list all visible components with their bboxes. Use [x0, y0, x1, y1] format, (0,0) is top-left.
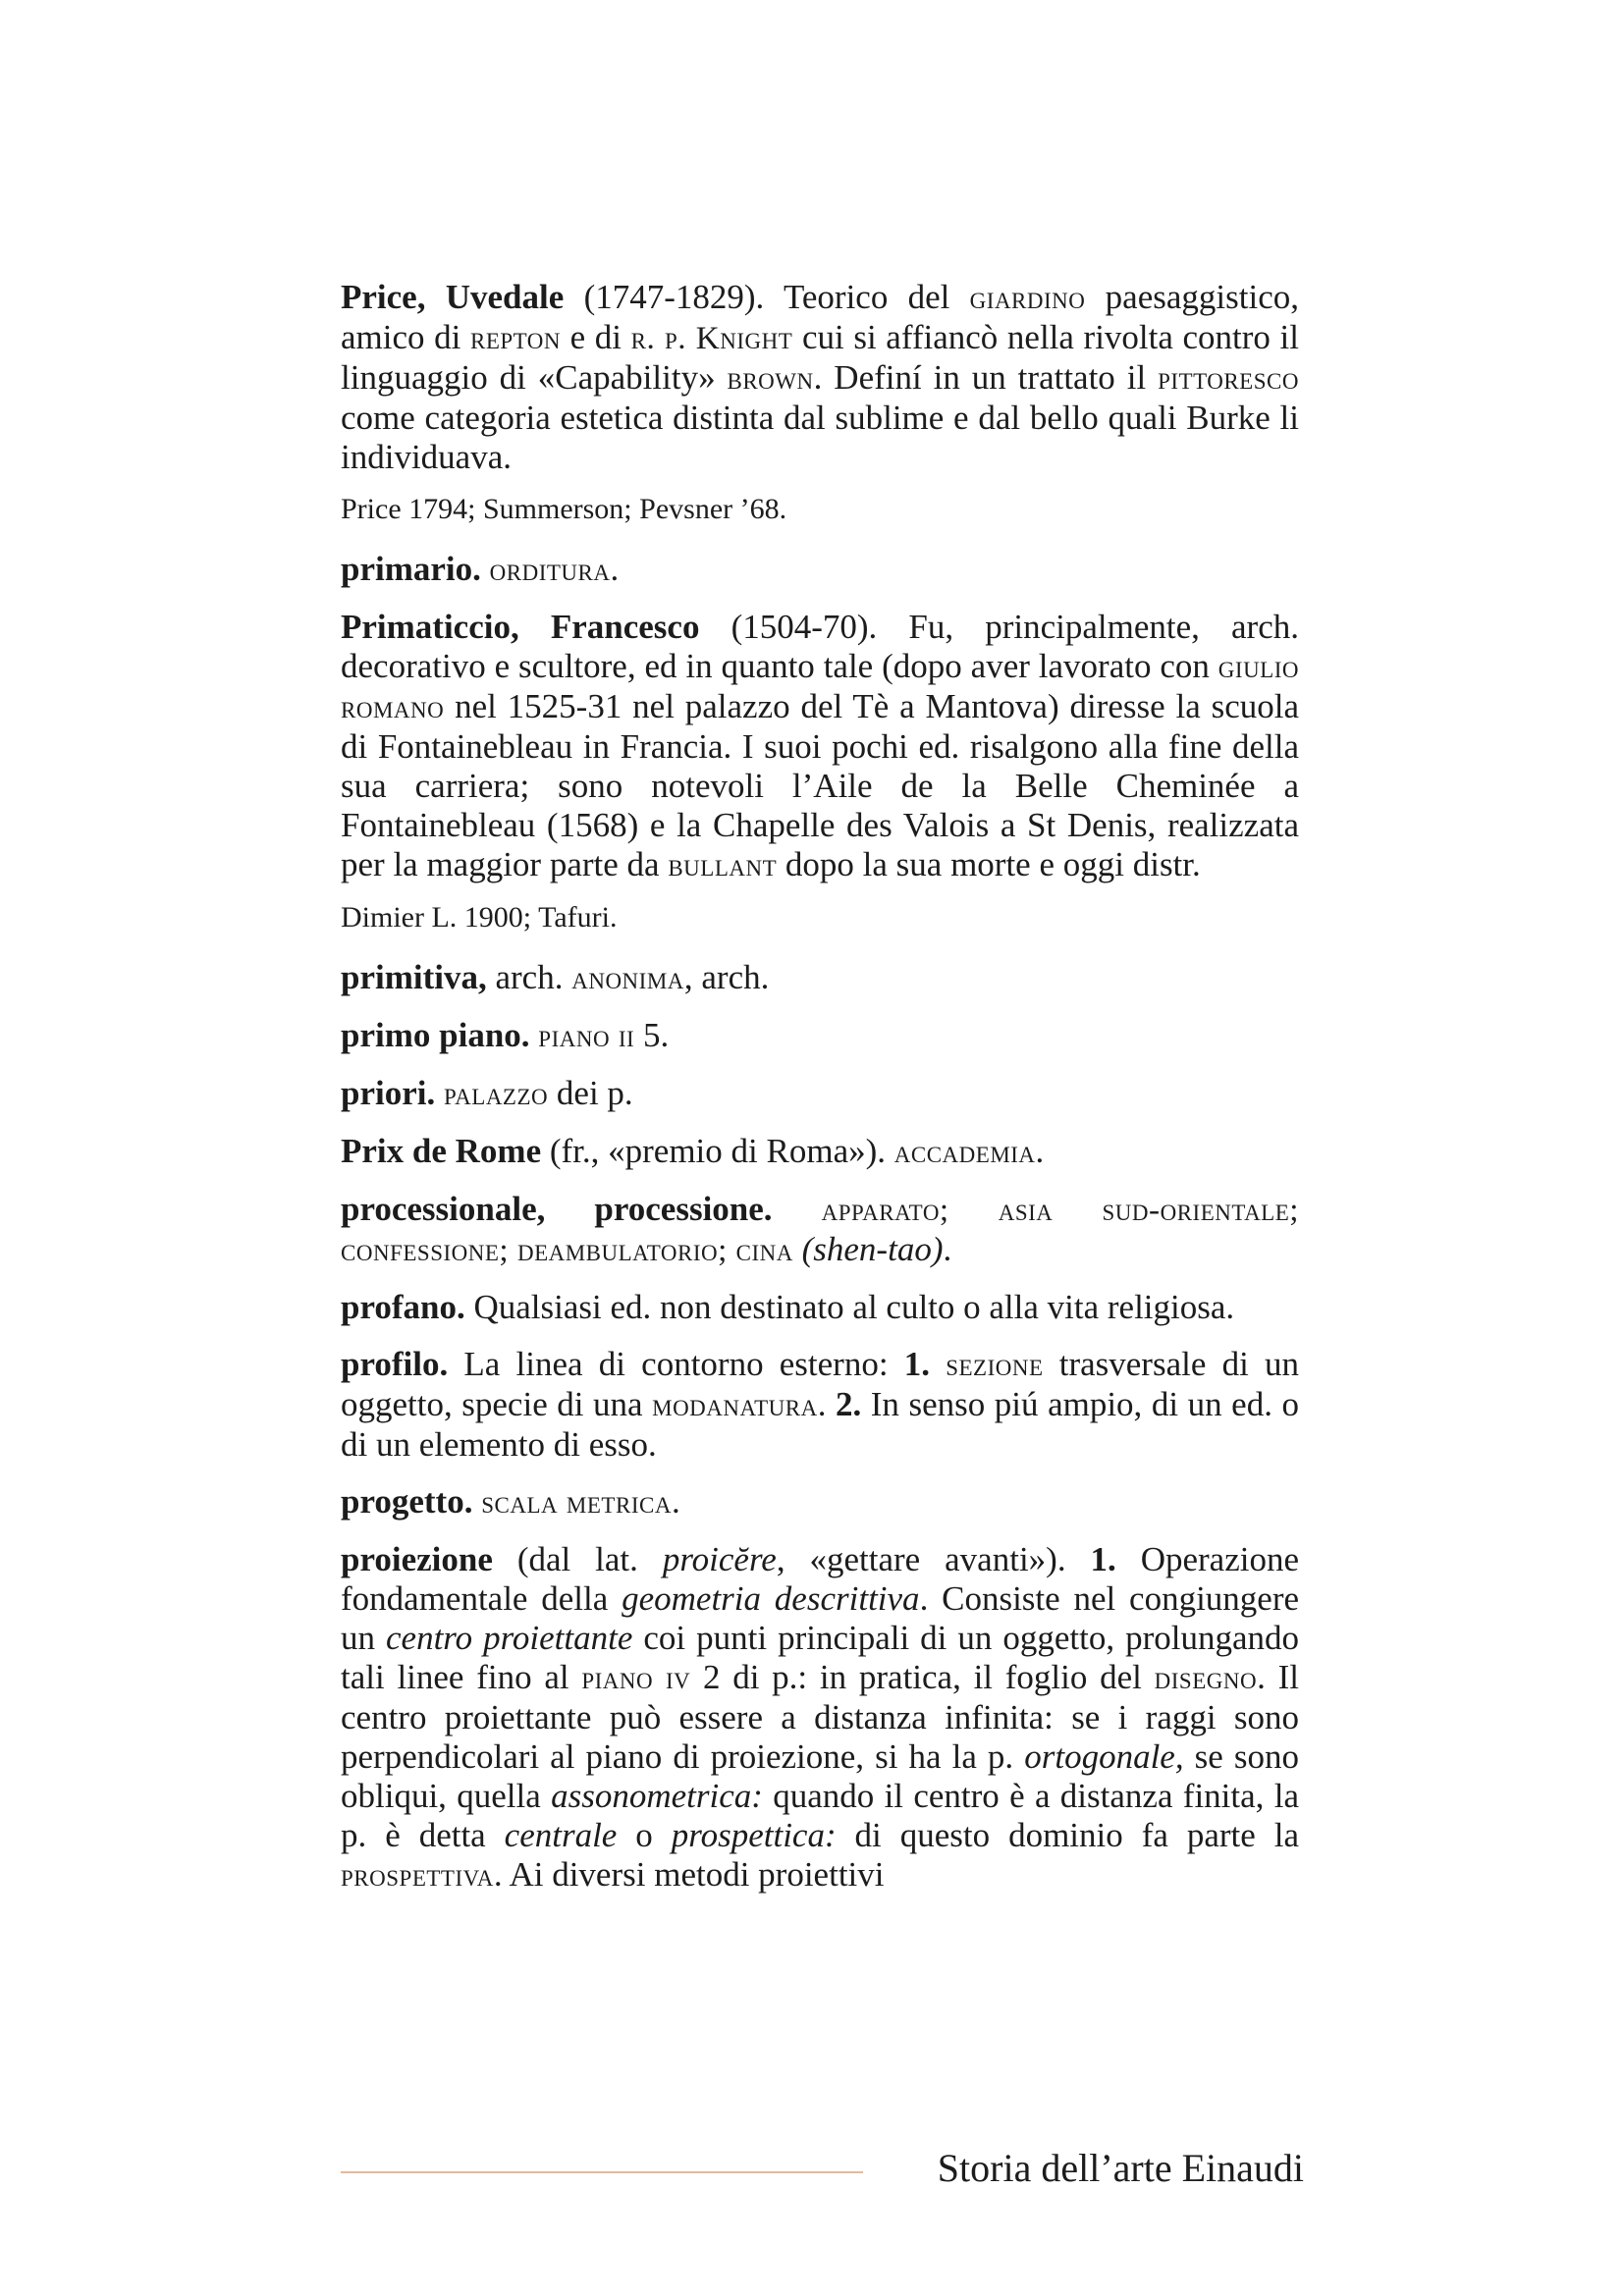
entry-headword: processionale, processione. [341, 1190, 773, 1228]
entry-text: Qualsiasi ed. non destinato al culto o alla vita religiosa. [464, 1288, 1235, 1326]
entry-text [793, 1230, 802, 1268]
cross-reference: repton [469, 320, 562, 356]
entry-headword: primario. [341, 550, 481, 588]
entry-text: (fr., «premio di Roma»). [541, 1132, 894, 1170]
entry-text [773, 1190, 822, 1228]
entry-text [930, 1345, 946, 1383]
entry-text [530, 1016, 539, 1054]
entry-text: se sono obliqui, quella [341, 1737, 1299, 1815]
entry-headword: progetto. [341, 1482, 473, 1521]
entry-headword: profano. [341, 1288, 465, 1326]
entry-text: quando il centro è a distanza finita, la p. è detta [341, 1777, 1299, 1854]
cross-reference: modanatura [652, 1387, 818, 1423]
entry-text: paesaggistico, amico di [341, 278, 1299, 356]
entry-text: dopo la sua morte e oggi distr. [777, 845, 1201, 883]
cross-reference: disegno [1154, 1660, 1258, 1696]
entry-headword: Primaticcio, Francesco [341, 608, 700, 646]
cross-reference: giardino [969, 280, 1086, 316]
entry-text: (1747-1829). Teorico del [564, 278, 970, 316]
entry-text: di questo dominio fa parte la [836, 1816, 1299, 1854]
entry-text: . Ai diversi metodi proiettivi [493, 1855, 885, 1894]
entry-text: cui si affiancò nella rivolta contro il linguaggio di «Capability» [341, 318, 1300, 397]
italic-term: geometria descrittiva [622, 1579, 920, 1618]
dictionary-entry [341, 278, 1299, 477]
entry-headword: priori. [341, 1074, 436, 1112]
italic-term: (shen-tao) [801, 1230, 944, 1268]
entry-text: , «gettare avanti»). [776, 1540, 1091, 1578]
dictionary-entry [341, 550, 1299, 590]
entry-text: nel 1525-31 nel palazzo del Tè a Mantova) diresse la scuola di Fontainebleau in Francia. I suoi pochi ed. risalgono alla fine della sua carriera; sono notevoli l’Aile de la Belle Cheminée a Fontainebleau (1568) e la Chapelle des Valois a St Denis, realizzata per la maggior parte da [341, 687, 1299, 883]
dictionary-entry [341, 1016, 1299, 1056]
entry-headword: proiezione [341, 1540, 493, 1578]
dictionary-entry [341, 1540, 1299, 1896]
entry-text: In senso piú ampio, di un ed. o di un elemento di esso. [341, 1385, 1299, 1464]
entry-text: , arch. [683, 958, 770, 996]
entry-text [481, 550, 490, 588]
entry-text: 5. [634, 1016, 670, 1054]
entry-text: dei p. [548, 1074, 633, 1112]
italic-term: centrale [504, 1816, 618, 1854]
dictionary-entry [341, 1482, 1299, 1522]
entry-text: La linea di contorno esterno: [448, 1345, 904, 1383]
italic-term: prospettica: [671, 1816, 837, 1854]
italic-term: assonometrica: [551, 1777, 763, 1815]
entry-text [472, 1482, 481, 1521]
bibliography-reference: Price 1794; Summerson; Pevsner ’68. [341, 493, 787, 525]
sense-number: 1. [1090, 1540, 1116, 1578]
entry-text: . [671, 1482, 680, 1521]
entry-text: (1504-70). Fu, principalmente, arch. decorativo e scultore, ed in quanto tale (dopo aver lavorato con [341, 608, 1299, 685]
entry-text: . [610, 550, 620, 588]
entry-text [435, 1074, 444, 1112]
cross-reference: giulio romano [341, 649, 1299, 725]
cross-reference: apparato; asia sud-orientale; confessione; deambulatorio; cina [341, 1192, 1300, 1268]
dictionary-entry [341, 1132, 1299, 1172]
dictionary-entry [341, 1190, 1299, 1270]
entry-text: trasversale di un oggetto, specie di una [341, 1345, 1299, 1423]
cross-reference: bullant [668, 847, 778, 883]
dictionary-entry [341, 608, 1299, 885]
entry-headword: profilo. [341, 1345, 449, 1383]
entry-text: e di [561, 318, 631, 356]
cross-reference: pittoresco [1158, 360, 1299, 397]
cross-reference: palazzo [443, 1076, 549, 1112]
entry-headword: primitiva, [341, 958, 487, 996]
entry-text: . Definí in un trattato il [813, 358, 1159, 397]
entry-text: 2 di p.: in pratica, il foglio del [690, 1658, 1155, 1696]
cross-reference: r. p. Knight [630, 320, 793, 356]
cross-reference: prospettiva [341, 1857, 494, 1894]
footer-title: Storia dell’arte Einaudi [937, 2146, 1304, 2190]
italic-term: ortogonale, [1024, 1737, 1184, 1776]
dictionary-entry [341, 1288, 1299, 1327]
bibliography-reference: Dimier L. 1900; Tafuri. [341, 901, 618, 934]
cross-reference: orditura [489, 552, 611, 588]
dictionary-entries [341, 278, 1299, 1913]
entry-text: coi punti principali di un oggetto, prolungando tali linee fino al [341, 1619, 1300, 1696]
entry-text: o [617, 1816, 672, 1854]
entry-text: . [1035, 1132, 1045, 1170]
entry-text: . Consiste nel congiungere un [341, 1579, 1300, 1657]
footer-rule [341, 2171, 863, 2173]
entry-text: (dal lat. [492, 1540, 663, 1578]
dictionary-entry [341, 958, 1299, 998]
entry-text: . [943, 1230, 952, 1268]
entry-text: come categoria estetica distinta dal sublime e dal bello quali Burke li individuava. [341, 399, 1299, 476]
italic-term: centro proiettante [386, 1619, 633, 1657]
entry-headword: primo piano. [341, 1016, 530, 1054]
cross-reference: scala metrica [481, 1484, 672, 1521]
dictionary-entry [341, 1074, 1299, 1114]
cross-reference: piano ii [538, 1018, 635, 1054]
entry-text: . Il centro proiettante può essere a distanza infinita: se i raggi sono perpendicolari al piano di proiezione, si ha la p. [341, 1658, 1299, 1776]
entry-text: . [817, 1385, 836, 1423]
sense-number: 2. [835, 1385, 862, 1423]
dictionary-entry [341, 1345, 1299, 1465]
cross-reference: piano iv [581, 1660, 691, 1696]
entry-text: Operazione fondamentale della [341, 1540, 1299, 1618]
entry-headword: Prix de Rome [341, 1132, 542, 1170]
entry-headword: Price, Uvedale [341, 278, 565, 316]
cross-reference: anonima [571, 960, 684, 996]
italic-term: proicĕre [662, 1540, 777, 1578]
cross-reference: brown [727, 360, 814, 397]
cross-reference: accademia [893, 1134, 1036, 1170]
entry-text: arch. [486, 958, 572, 996]
sense-number: 1. [903, 1345, 931, 1383]
cross-reference: sezione [946, 1347, 1044, 1383]
